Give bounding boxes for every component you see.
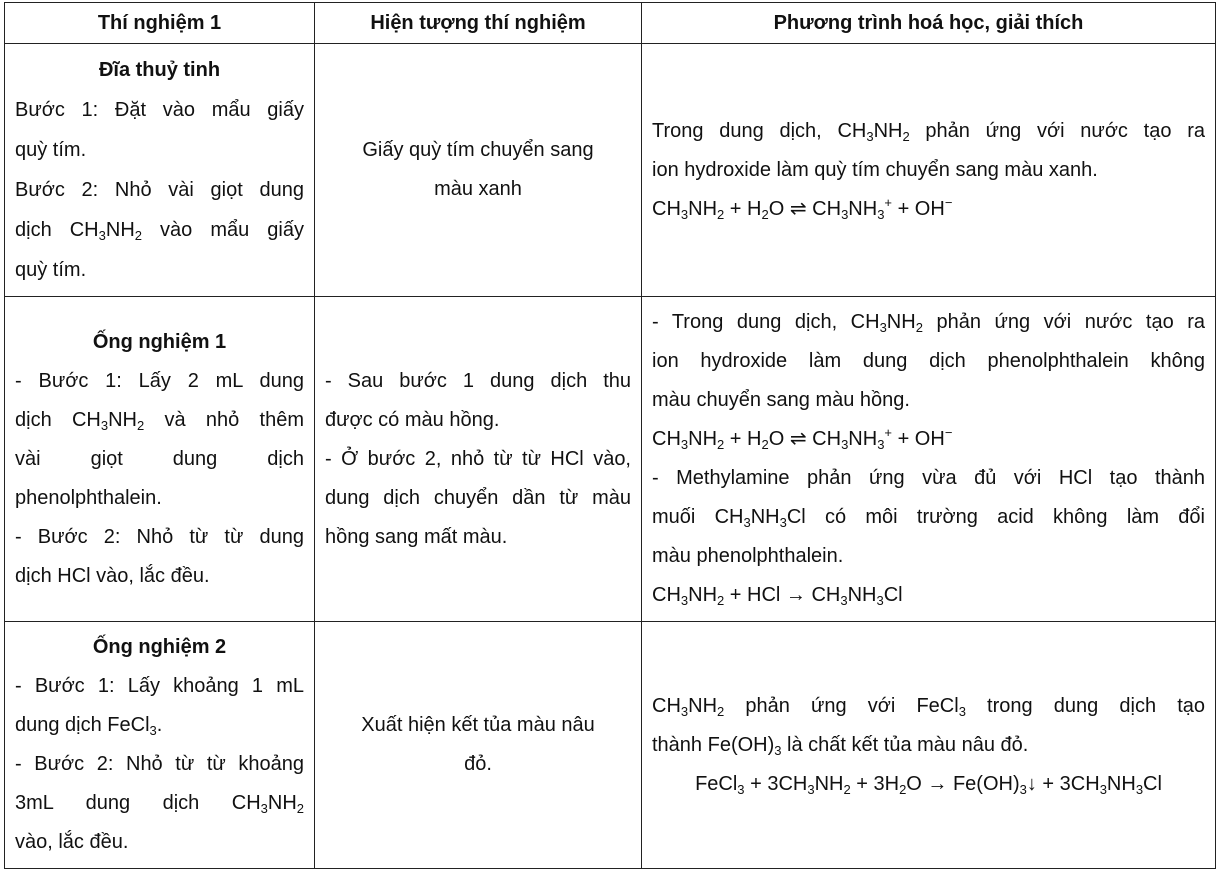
experiment-cell [5, 44, 315, 297]
step-text: 3mL dung dịch $CH_3NH_2$ [15, 792, 304, 816]
explanation-text: - Methylamine phản ứng vừa đủ với HCl tạo thành [652, 467, 1205, 489]
phenomenon-text: hồng sang mất màu. [325, 525, 508, 548]
phenomenon-cell [315, 622, 642, 869]
explanation-text: - Trong dung dịch, $CH_3NH_2$ phản ứng với nước tạo ra [652, 311, 1206, 335]
step-text: Bước 2: Nhỏ vài giọt dung [15, 179, 304, 201]
header-explanation: Phương trình hoá học, giải thích [642, 3, 1216, 44]
explanation-text: ion hydroxide làm dung dịch phenolphthalein không [652, 350, 1205, 372]
experiment-title: Ống nghiệm 1 [92, 330, 227, 353]
step-text: dịch $CH_3NH_2$ và nhỏ thêm [15, 408, 304, 433]
step-text: - Bước 2: Nhỏ từ từ dung [15, 525, 304, 548]
phenomenon-text: - Sau bước 1 dung dịch thu [325, 369, 631, 392]
step-text: - Bước 1: Lấy khoảng 1 mL [15, 675, 304, 697]
step-text: vào, lắc đều. [15, 831, 129, 853]
phenomenon-cell [315, 44, 642, 297]
experiment-cell [5, 297, 315, 622]
step-text: dung dịch FeCl$_3$. [15, 714, 163, 738]
explanation-cell [642, 622, 1216, 869]
phenomenon-text: Xuất hiện kết tủa màu nâu [361, 714, 595, 736]
explanation-text: Trong dung dịch, $CH_3NH_2$ phản ứng với nước tạo ra [652, 119, 1205, 144]
phenomenon-text: - Ở bước 2, nhỏ từ từ HCl vào, [325, 447, 631, 470]
equation: FeCl$_3$ + $3CH_3NH_2 + 3H_2O$ → $Fe(OH)_3↓ + 3CH_3NH_3Cl$ [695, 772, 1162, 797]
step-text: - Bước 2: Nhỏ từ từ khoảng [15, 753, 304, 775]
step-text: Bước 1: Đặt vào mẩu giấy [15, 99, 304, 121]
header-experiment: Thí nghiệm 1 [5, 3, 315, 44]
phenomenon-cell [315, 297, 642, 622]
experiment-title: Đĩa thuỷ tinh [98, 59, 221, 81]
step-text: dịch HCl vào, lắc đều. [15, 564, 210, 587]
header-row [5, 3, 1216, 44]
phenomenon-text: được có màu hồng. [325, 408, 500, 431]
explanation-text: thành $Fe(OH)_3$ là chất kết tủa màu nâu đỏ. [652, 733, 1029, 758]
equation: $CH_3NH_2 + H_2O$ ⇌ $CH_3NH_3^+ + OH^-$ [652, 425, 953, 452]
phenomenon-text: đỏ. [464, 753, 492, 775]
step-text: phenolphthalein. [15, 486, 162, 509]
phenomenon-text: dung dịch chuyển dần từ màu [325, 486, 631, 509]
explanation-text: màu phenolphthalein. [652, 545, 844, 567]
step-text: - Bước 1: Lấy 2 mL dung [15, 369, 304, 392]
phenomenon-text: Giấy quỳ tím chuyển sang [362, 139, 594, 161]
table-row [5, 44, 1216, 297]
phenomenon-text: màu xanh [434, 178, 522, 200]
step-text: vài giọt dung dịch [15, 447, 304, 470]
step-text: dịch $CH_3NH_2$ vào mẩu giấy [15, 219, 304, 243]
header-phenomenon: Hiện tượng thí nghiệm [315, 3, 642, 44]
experiment-table [4, 2, 1216, 869]
experiment-cell [5, 622, 315, 869]
explanation-text: $CH_3NH_2$ phản ứng với FeCl$_3$ trong dung dịch tạo [652, 694, 1206, 719]
explanation-text: ion hydroxide làm quỳ tím chuyển sang màu xanh. [652, 158, 1098, 181]
table-row [5, 622, 1216, 869]
explanation-text: màu chuyển sang màu hồng. [652, 389, 910, 411]
step-text: quỳ tím. [15, 139, 87, 161]
table-row [5, 297, 1216, 622]
explanation-text: muối $CH_3NH_3Cl$ có môi trường acid không làm đổi [652, 506, 1205, 530]
explanation-cell [642, 44, 1216, 297]
equation: $CH_3NH_2$ + HCl → $CH_3NH_3Cl$ [652, 584, 903, 608]
step-text: quỳ tím. [15, 259, 87, 281]
experiment-title: Ống nghiệm 2 [92, 636, 227, 658]
equation: $CH_3NH_2 + H_2O$ ⇌ $CH_3NH_3^+ + OH^-$ [652, 194, 953, 222]
explanation-cell [642, 297, 1216, 622]
